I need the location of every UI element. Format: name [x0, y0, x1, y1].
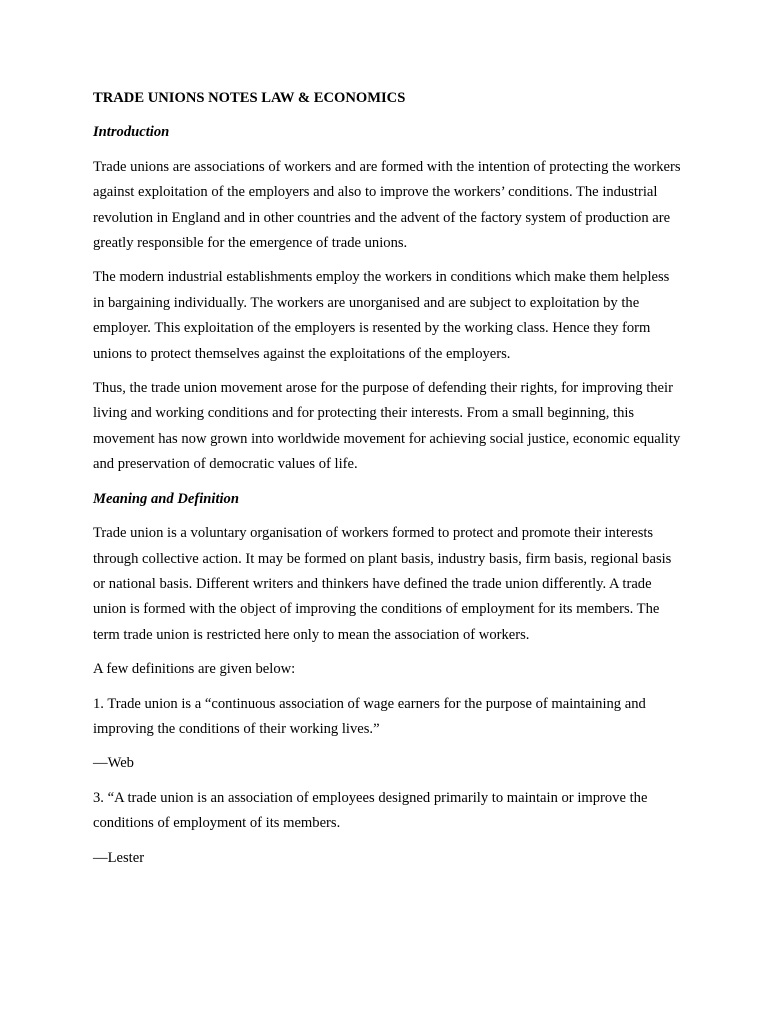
meaning-paragraph-2: A few definitions are given below: [93, 661, 296, 678]
definition-1-attribution: —Web [93, 755, 134, 772]
definition-2-text: 3. “A trade union is an association of employees designed primarily to maintain or improve the conditions of employment of its members. [93, 789, 648, 832]
section-heading-meaning: Meaning and Definition [93, 490, 239, 507]
intro-paragraph-2: The modern industrial establishments employ the workers in conditions which make them helpless in bargaining individually. The workers are unorganised and are subject to exploitation by the employer. This exploitation of the employers is resented by the working class. Hence they form unions to protect themselves against the exploitations of the employers. [93, 269, 670, 362]
meaning-paragraph-1: Trade union is a voluntary organisation of workers formed to protect and promote their interests through collective action. It may be formed on plant basis, industry basis, firm basis, regional basis or national basis. Different writers and thinkers have defined the trade union differently. A trade union is formed with the object of improving the conditions of employment for its members. The term trade union is restricted here only to mean the association of workers. [93, 525, 672, 643]
definition-2-attribution: —Lester [93, 849, 145, 866]
document-page [93, 86, 683, 880]
intro-paragraph-3: Thus, the trade union movement arose for the purpose of defending their rights, for improving their living and working conditions and for protecting their interests. From a small beginning, this movement has now grown into worldwide movement for achieving social justice, economic equality and preservation of democratic values of life. [93, 380, 681, 473]
section-heading-introduction: Introduction [93, 124, 170, 141]
definition-1-text: 1. Trade union is a “continuous association of wage earners for the purpose of maintaining and improving the conditions of their working lives.” [93, 695, 646, 737]
document-title: TRADE UNIONS NOTES LAW & ECONOMICS [93, 90, 406, 106]
intro-paragraph-1: Trade unions are associations of workers and are formed with the intention of protecting the workers against exploitation of the employers and also to improve the workers’ conditions. The industrial revolution in England and in other countries and the advent of the factory system of production are greatly responsible for the emergence of trade unions. [93, 158, 681, 252]
